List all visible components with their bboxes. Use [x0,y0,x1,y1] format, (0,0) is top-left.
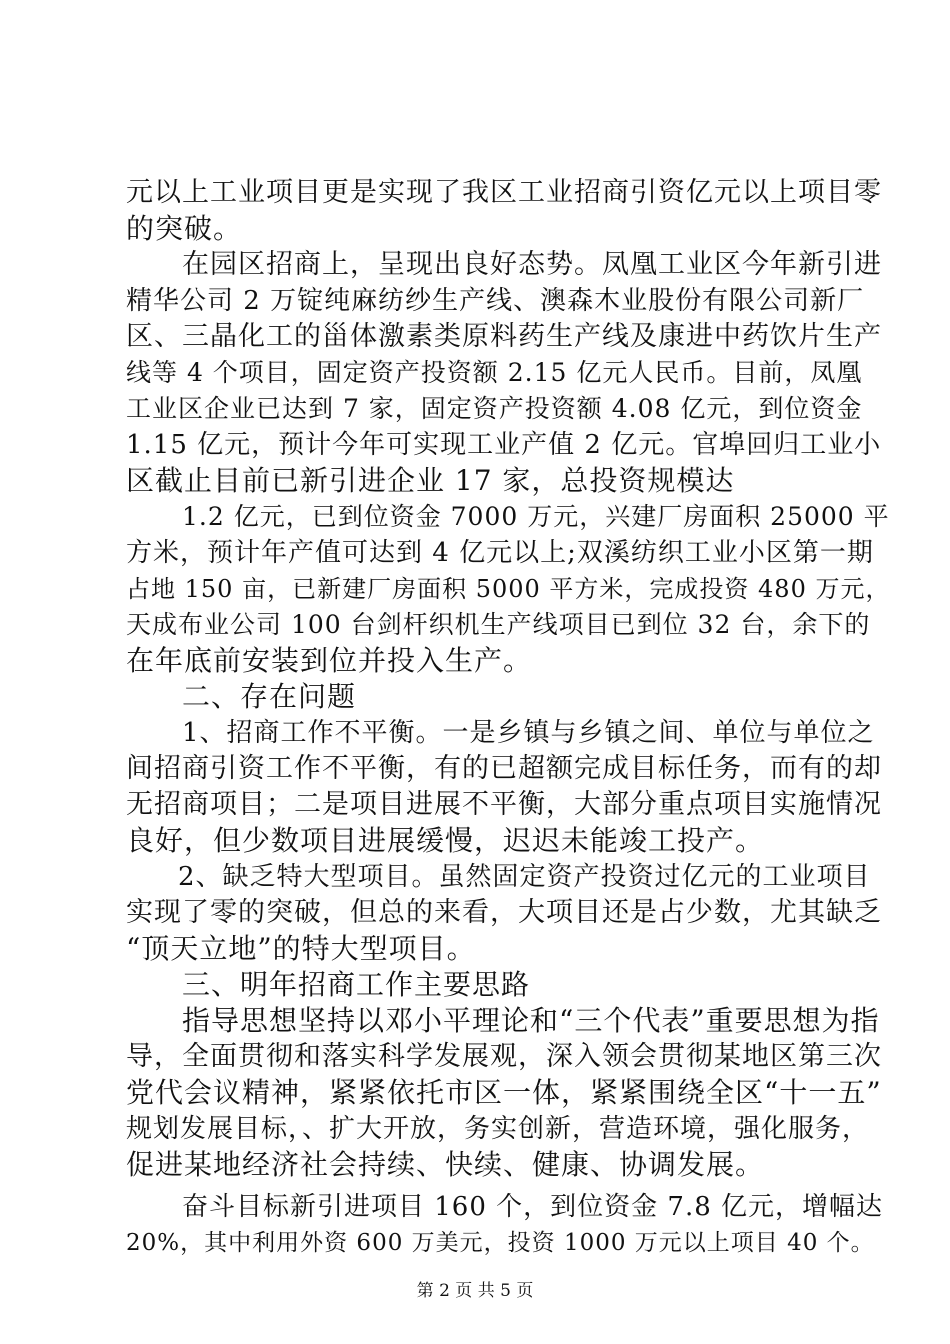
section-heading: 二、存在问题 [182,680,357,713]
text-line: 间招商引资工作不平衡，有的已超额完成目标任务，而有的却 [126,753,882,784]
text-line: 实现了零的突破，但总的来看，大项目还是占少数，尤其缺乏 [126,897,882,928]
text-line: 促进某地经济社会持续、快续、健康、协调发展。 [126,1148,765,1181]
text-line: 的突破。 [126,212,243,245]
text-line: “顶天立地”的特大型项目。 [126,932,476,965]
section-heading: 三、明年招商工作主要思路 [182,968,531,1001]
text-line: 党代会议精神，紧紧依托市区一体，紧紧围绕全区“十一五” [126,1076,882,1109]
text-line: 20%，其中利用外资 600 万美元，投资 1000 万元以上项目 40 个。 [126,1230,875,1256]
paragraph-start: 指导思想坚持以邓小平理论和“三个代表”重要思想为指 [182,1004,880,1037]
paragraph-start: 2、缺乏特大型项目。虽然固定资产投资过亿元的工业项目 [178,862,871,892]
paragraph-start: 1.2 亿元，已到位资金 7000 万元，兴建厂房面积 25000 平 [182,502,890,531]
text-line: 1.15 亿元，预计今年可实现工业产值 2 亿元。官埠回归工业小 [126,430,882,460]
text-line: 良好，但少数项目进展缓慢，迟迟未能竣工投产。 [126,824,765,857]
paragraph-start: 奋斗目标新引进项目 160 个，到位资金 7.8 亿元，增幅达 [182,1192,884,1222]
text-line: 占地 150 亩，已新建厂房面积 5000 平方米，完成投资 480 万元， [126,575,891,603]
page-footer: 第 2 页 共 5 页 [416,1281,534,1301]
paragraph-start: 在园区招商上，呈现出良好态势。凤凰工业区今年新引进 [182,249,882,280]
text-line: 方米，预计年产值可达到 4 亿元以上;双溪纺织工业小区第一期 [126,538,874,568]
text-line: 工业区企业已达到 7 家，固定资产投资额 4.08 亿元，到位资金 [126,394,863,423]
text-line: 规划发展目标，、扩大开放，务实创新，营造环境，强化服务， [126,1114,870,1144]
text-line: 天成布业公司 100 台剑杆织机生产线项目已到位 32 台，余下的 [126,610,871,639]
text-line: 线等 4 个项目，固定资产投资额 2.15 亿元人民币。目前，凤凰 [126,358,863,387]
text-line: 精华公司 2 万锭纯麻纺纱生产线、澳森木业股份有限公司新厂 [126,286,865,316]
paragraph-start: 1、招商工作不平衡。一是乡镇与乡镇之间、单位与单位之 [182,718,875,748]
text-line: 导，全面贯彻和落实科学发展观，深入领会贯彻某地区第三次 [126,1041,882,1072]
text-line: 元以上工业项目更是实现了我区工业招商引资亿元以上项目零 [126,177,882,208]
text-line: 在年底前安装到位并投入生产。 [126,644,533,677]
text-line: 区、三晶化工的甾体激素类原料药生产线及康进中药饮片生产 [126,321,882,352]
text-line: 区截止目前已新引进企业 17 家，总投资规模达 [126,464,735,497]
text-line: 无招商项目；二是项目进展不平衡，大部分重点项目实施情况 [126,789,882,820]
